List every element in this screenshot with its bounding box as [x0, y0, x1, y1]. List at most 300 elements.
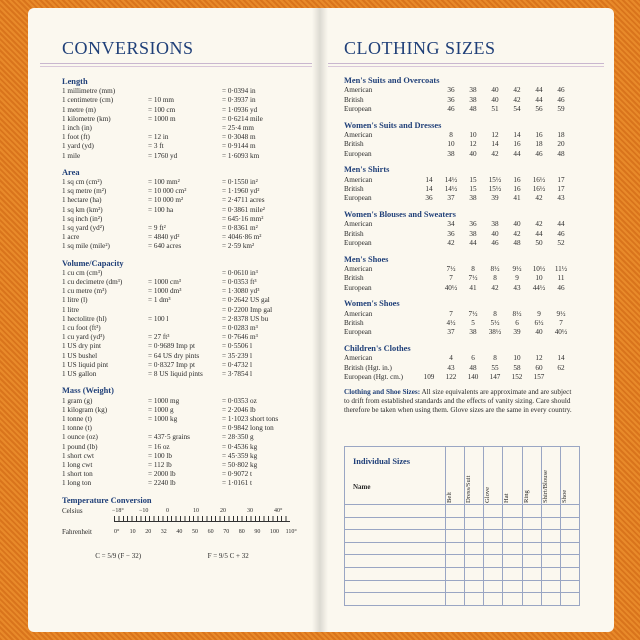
size-cell: European (Hgt. cm.) [344, 372, 404, 381]
grid-cell[interactable] [484, 542, 503, 555]
conversion-cell: = 2240 lb [148, 479, 176, 488]
conversion-cell: 1 litre [62, 305, 79, 314]
size-cell: 44 [557, 220, 565, 229]
size-cell [418, 140, 440, 149]
conversion-cell: = 3·7854 l [222, 370, 253, 379]
size-row [344, 310, 594, 319]
conversion-row [62, 96, 302, 105]
size-cell [418, 265, 440, 274]
size-cell: 44 [513, 149, 521, 158]
grid-cell[interactable] [446, 517, 465, 530]
size-cell: 7½ [468, 274, 478, 283]
conversion-row [62, 315, 302, 324]
size-section-heading: Men's Shirts [344, 165, 390, 175]
size-cell: British [344, 140, 364, 149]
size-cell: 4½ [446, 318, 456, 327]
size-row [344, 373, 594, 382]
grid-cell[interactable] [503, 505, 522, 518]
size-cell: 6 [515, 318, 519, 327]
celsius-tick: 10 [193, 507, 199, 514]
grid-cell[interactable] [560, 542, 579, 555]
celsius-tick: 0 [166, 507, 169, 514]
conversion-row [62, 215, 302, 224]
size-cell: 12 [469, 140, 477, 149]
grid-cell[interactable] [522, 530, 541, 543]
conversion-cell: = 437·5 grains [148, 433, 190, 442]
title-rule-right-2 [328, 66, 604, 67]
size-cell: European [344, 194, 372, 203]
size-cell: 56 [535, 105, 543, 114]
grid-cell[interactable] [522, 593, 541, 606]
grid-row [345, 567, 580, 580]
conversion-row [62, 269, 302, 278]
size-cell: 15 [469, 175, 477, 184]
size-cell: 17 [557, 175, 565, 184]
fahrenheit-tick: 80 [238, 528, 245, 535]
size-cell: 38 [447, 149, 455, 158]
conversion-cell: 1 yard (yd) [62, 142, 94, 151]
grid-cell[interactable] [465, 580, 484, 593]
size-cell: 43 [447, 363, 455, 372]
grid-cell[interactable] [541, 517, 560, 530]
size-cell: 7½ [468, 309, 478, 318]
size-cell: 39 [491, 194, 499, 203]
grid-cell[interactable] [446, 505, 465, 518]
size-row [344, 220, 594, 229]
conversion-cell: = 16 oz [148, 442, 170, 451]
conversion-row [62, 106, 302, 115]
grid-cell[interactable] [541, 505, 560, 518]
grid-cell[interactable] [446, 542, 465, 555]
size-cell: 6 [471, 354, 475, 363]
size-cell: 16 [513, 140, 521, 149]
grid-cell[interactable] [503, 580, 522, 593]
size-cell: 9½ [512, 264, 522, 273]
grid-cell[interactable] [541, 542, 560, 555]
grid-cell[interactable] [503, 542, 522, 555]
grid-cell[interactable] [345, 593, 446, 606]
grid-row [345, 555, 580, 568]
clothing-content [344, 70, 594, 415]
conversion-cell: = 1·3080 yd³ [222, 287, 260, 296]
conversion-cell: 1 sq inch (in²) [62, 214, 103, 223]
size-cell: 60 [535, 363, 543, 372]
size-section-heading: Women's Blouses and Sweaters [344, 209, 456, 219]
grid-cell[interactable] [345, 555, 446, 568]
grid-cell[interactable] [522, 567, 541, 580]
title-rule [40, 63, 312, 64]
grid-cell[interactable] [522, 580, 541, 593]
size-cell: 46 [447, 105, 455, 114]
conversion-cell: 1 sq mile (mile²) [62, 242, 110, 251]
size-cell: British [344, 229, 364, 238]
size-cell: 44 [535, 229, 543, 238]
grid-cell[interactable] [446, 593, 465, 606]
conversion-row [62, 278, 302, 287]
size-cell: 8½ [490, 264, 500, 273]
grid-cell[interactable] [560, 530, 579, 543]
conversion-cell: = 0·0283 m³ [222, 324, 258, 333]
conversion-row [62, 470, 302, 479]
grid-cell[interactable] [541, 530, 560, 543]
size-cell: 16 [513, 185, 521, 194]
size-cell: 40 [491, 86, 499, 95]
conversion-cell: = 1000 kg [148, 414, 178, 423]
grid-cell[interactable] [503, 593, 522, 606]
size-cell: 42 [513, 86, 521, 95]
grid-cell[interactable] [522, 555, 541, 568]
size-cell: 16 [513, 175, 521, 184]
size-note-title: Clothing and Shoe Sizes: [344, 388, 421, 397]
conversion-cell: 1 tonne (t) [62, 424, 92, 433]
size-cell: 18 [535, 140, 543, 149]
size-row [344, 185, 594, 194]
conversion-cell: = 100 lb [148, 451, 173, 460]
grid-cell[interactable] [484, 505, 503, 518]
grid-cell[interactable] [541, 593, 560, 606]
conversion-cell: 1 US liquid pint [62, 360, 109, 369]
size-cell: 48 [513, 239, 521, 248]
size-cell [418, 105, 440, 114]
conversion-row [62, 361, 302, 370]
conversion-cell: = 1·6093 km [222, 151, 260, 160]
size-cell: 157 [533, 372, 545, 381]
grid-cell[interactable] [522, 505, 541, 518]
conversion-cell: 1 cu yard (yd³) [62, 333, 105, 342]
celsius-tick: 20 [220, 507, 226, 514]
size-row [344, 319, 594, 328]
conversion-cell: = 2·2046 lb [222, 405, 256, 414]
size-cell: 7 [559, 318, 563, 327]
grid-row [345, 542, 580, 555]
grid-cell[interactable] [446, 567, 465, 580]
celsius-tick: −18° [112, 507, 124, 514]
conversion-cell: = 1·1023 short tons [222, 414, 279, 423]
grid-cell[interactable] [345, 505, 446, 518]
conversion-cell: 1 cu metre (m³) [62, 287, 107, 296]
conversion-row [62, 206, 302, 215]
conversion-row [62, 479, 302, 488]
grid-column-header [446, 447, 465, 505]
celsius-label: Celsius [62, 506, 83, 515]
grid-cell[interactable] [560, 517, 579, 530]
conversion-cell: = 0·4536 kg [222, 442, 258, 451]
size-cell: 15½ [488, 175, 502, 184]
grid-cell[interactable] [560, 593, 579, 606]
conversion-cell: 1 US bushel [62, 351, 98, 360]
grid-row [345, 580, 580, 593]
size-section-heading: Men's Suits and Overcoats [344, 76, 440, 85]
size-cell: 16½ [532, 175, 546, 184]
conversion-cell: = 2·59 km² [222, 242, 255, 251]
size-cell: 36 [447, 95, 455, 104]
grid-cell[interactable] [446, 580, 465, 593]
grid-cell[interactable] [465, 555, 484, 568]
size-cell: 41 [469, 283, 477, 292]
conversion-cell: = 4840 yd² [148, 233, 180, 242]
grid-cell[interactable] [541, 567, 560, 580]
conversion-cell: = 1000 dm³ [148, 287, 182, 296]
fahrenheit-tick: 70 [223, 528, 230, 535]
size-cell: American [344, 86, 373, 95]
size-cell: 42 [535, 220, 543, 229]
conversion-row [62, 352, 302, 361]
size-cell: 36 [469, 220, 477, 229]
scale-ticks [114, 516, 290, 522]
size-cell: British [344, 274, 364, 283]
conversion-cell: = 0·0353 ft³ [222, 278, 257, 287]
size-row [344, 131, 594, 140]
size-cell [418, 239, 440, 248]
formula-fahrenheit: F = 9/5 C + 32 [207, 551, 249, 560]
grid-cell[interactable] [345, 542, 446, 555]
conversion-row [62, 452, 302, 461]
size-cell: 38 [469, 229, 477, 238]
conversion-cell: 1 mile [62, 151, 81, 160]
conversion-cell: = 1000 mg [148, 396, 180, 405]
size-section-heading: Women's Suits and Dresses [344, 120, 442, 130]
grid-column-label: Dress/Suit [465, 475, 473, 503]
conversion-row [62, 296, 302, 305]
conversion-cell: = 0·0394 in [222, 87, 256, 96]
size-cell [418, 150, 440, 159]
grid-cell[interactable] [503, 567, 522, 580]
grid-cell[interactable] [484, 580, 503, 593]
size-cell: 16½ [532, 185, 546, 194]
size-cell: 8 [493, 309, 497, 318]
size-cell: 18 [557, 131, 565, 140]
conversion-cell [148, 324, 222, 333]
grid-cell[interactable] [465, 593, 484, 606]
size-cell: American [344, 309, 373, 318]
size-cell: 54 [513, 105, 521, 114]
conversion-cell: = 2000 lb [148, 470, 176, 479]
conversion-cell: = 27 ft³ [148, 333, 170, 342]
grid-cell[interactable] [503, 555, 522, 568]
size-cell: 38 [469, 95, 477, 104]
size-cell: 5½ [490, 318, 500, 327]
size-cell: 36 [447, 86, 455, 95]
size-section-heading: Men's Shoes [344, 254, 389, 264]
conversion-row [62, 415, 302, 424]
size-cell: 14 [425, 185, 433, 194]
size-cell: 14 [557, 354, 565, 363]
conversion-row [62, 333, 302, 342]
size-cell: 7 [449, 274, 453, 283]
grid-cell[interactable] [465, 517, 484, 530]
grid-cell[interactable] [522, 542, 541, 555]
size-cell: 40 [491, 95, 499, 104]
size-cell: 10 [469, 131, 477, 140]
size-cell [550, 373, 572, 382]
size-cell: 14 [491, 140, 499, 149]
size-section-heading: Women's Shoes [344, 299, 400, 309]
size-cell: 15½ [488, 185, 502, 194]
conversion-cell: 1 millimetre (mm) [62, 87, 116, 96]
grid-cell[interactable] [345, 567, 446, 580]
size-cell: 38 [469, 328, 477, 337]
formula-celsius: C = 5/9 (F − 32) [95, 551, 142, 560]
conversion-cell: 1 US gallon [62, 370, 97, 379]
grid-cell[interactable] [484, 530, 503, 543]
grid-cell[interactable] [446, 530, 465, 543]
size-cell: 62 [557, 363, 565, 372]
conversion-cell: = 100 mm² [148, 178, 180, 187]
size-cell: British (Hgt. in.) [344, 363, 392, 372]
conversion-cell: 1 pound (lb) [62, 442, 98, 451]
conversion-cell: = 0·2642 US gal [222, 296, 270, 305]
conversion-cell: = 0·9072 t [222, 470, 253, 479]
conversion-cell: = 4046·86 m² [222, 233, 262, 242]
conversion-row [62, 124, 302, 133]
grid-cell[interactable] [560, 567, 579, 580]
size-cell: 4 [449, 354, 453, 363]
size-cell: 46 [491, 239, 499, 248]
size-cell [418, 274, 440, 283]
grid-cell[interactable] [522, 517, 541, 530]
size-cell: 38 [491, 220, 499, 229]
grid-cell[interactable] [484, 593, 503, 606]
size-row [344, 96, 594, 105]
size-cell: British [344, 185, 364, 194]
size-cell: 50 [535, 239, 543, 248]
size-cell: 7½ [446, 264, 456, 273]
grid-cell[interactable] [503, 517, 522, 530]
grid-cell[interactable] [484, 555, 503, 568]
size-cell: 109 [423, 372, 435, 381]
size-cell: 6½ [534, 318, 544, 327]
conversion-cell [148, 124, 222, 133]
conversion-cell [148, 87, 222, 96]
grid-cell[interactable] [484, 567, 503, 580]
size-cell [418, 220, 440, 229]
size-cell: 8 [449, 131, 453, 140]
temperature-conversion [62, 496, 302, 561]
formulas [62, 552, 282, 561]
grid-cell[interactable] [541, 555, 560, 568]
conversion-cell [148, 215, 222, 224]
celsius-tick: −10 [139, 507, 149, 514]
size-cell: 5 [471, 318, 475, 327]
grid-column-label: Shirt/Blouse [541, 469, 549, 503]
grid-cell[interactable] [446, 555, 465, 568]
fahrenheit-tick: 100 [270, 528, 279, 535]
grid-cell[interactable] [503, 530, 522, 543]
conversion-cell: = 10 000 m² [148, 196, 184, 205]
celsius-tick: 40° [274, 507, 283, 514]
conversion-cell: 1 sq cm (cm²) [62, 178, 102, 187]
conversion-cell: 1 foot (ft) [62, 133, 90, 142]
grid-name-label: Name [353, 483, 371, 491]
conversion-cell: = 1·0161 t [222, 479, 253, 488]
conversion-cell: = 100 cm [148, 105, 176, 114]
size-cell: 38 [469, 86, 477, 95]
conversion-row [62, 152, 302, 161]
size-cell: 16 [535, 131, 543, 140]
conversion-cell: = 0·2200 Imp gal [222, 305, 273, 314]
grid-cell[interactable] [465, 530, 484, 543]
grid-cell[interactable] [465, 505, 484, 518]
grid-cell[interactable] [465, 542, 484, 555]
conversion-cell: = 10 mm [148, 96, 175, 105]
conversion-cell: = 0·5506 l [222, 342, 253, 351]
conversion-cell: 1 cu decimetre (dm³) [62, 278, 123, 287]
conversion-cell: = 640 acres [148, 242, 182, 251]
size-cell: 42 [513, 95, 521, 104]
grid-column-label: Glove [484, 486, 492, 503]
size-cell: 40 [469, 149, 477, 158]
grid-cell[interactable] [484, 517, 503, 530]
conversion-cell: 1 hectolitre (hl) [62, 314, 107, 323]
fahrenheit-tick: 50 [192, 528, 198, 535]
grid-cell[interactable] [345, 530, 446, 543]
size-cell: 38½ [488, 328, 502, 337]
celsius-tick: 30 [247, 507, 253, 514]
conversion-row [62, 115, 302, 124]
grid-cell[interactable] [465, 567, 484, 580]
conversion-cell: 1 inch (in) [62, 124, 92, 133]
size-cell: 40 [491, 229, 499, 238]
conversion-cell: = 0·0353 oz [222, 396, 257, 405]
grid-cell[interactable] [345, 517, 446, 530]
size-cell: 8½ [512, 309, 522, 318]
grid-cell[interactable] [560, 505, 579, 518]
grid-column-header [465, 447, 484, 505]
grid-cell[interactable] [541, 580, 560, 593]
size-cell [418, 284, 440, 293]
conversion-cell: = 45·359 kg [222, 451, 258, 460]
conversion-cell: = 100 l [148, 314, 169, 323]
conversion-row [62, 424, 302, 433]
conversion-cell: = 10 000 cm² [148, 187, 187, 196]
conversion-cell: 1 long cwt [62, 460, 93, 469]
conversion-cell: 1 tonne (t) [62, 414, 92, 423]
conversion-cell: 1 gram (g) [62, 396, 93, 405]
conversion-row [62, 87, 302, 96]
conversion-row [62, 306, 302, 315]
size-cell: American [344, 264, 373, 273]
conversion-cell: = 0·9842 long ton [222, 424, 274, 433]
size-cell: 59 [557, 105, 565, 114]
conversion-row [62, 342, 302, 351]
conversion-row [62, 287, 302, 296]
conversion-cell: 1 sq km (km²) [62, 205, 103, 214]
conversion-row [62, 433, 302, 442]
conversion-cell: = 8 US liquid pints [148, 370, 203, 379]
size-note-text: All size equivalents are approximate and are subject to drift from established standards and the effects of vanity sizing. Care should therefore be taken when using them. Glove sizes are the same in every country. [344, 388, 572, 415]
conversion-cell: 1 ounce (oz) [62, 433, 98, 442]
conversion-cell: = 1000 g [148, 405, 174, 414]
conversion-cell: 1 centimetre (cm) [62, 96, 114, 105]
conversion-cell: = 0·8361 m² [222, 224, 258, 233]
grid-cell[interactable] [560, 580, 579, 593]
size-cell: 42 [535, 194, 543, 203]
size-row [344, 284, 594, 293]
conversion-cell: = 0·9689 Imp pt [148, 342, 195, 351]
size-cell: 14½ [444, 185, 458, 194]
size-cell: 48 [557, 149, 565, 158]
conversion-cell: = 2·4711 acres [222, 196, 265, 205]
conversion-row [62, 178, 302, 187]
grid-cell[interactable] [345, 580, 446, 593]
conversion-cell [148, 269, 222, 278]
conversion-cell: = 0·1550 in² [222, 178, 258, 187]
grid-cell[interactable] [560, 555, 579, 568]
conversion-cell: = 3 ft [148, 142, 164, 151]
grid-column-header [541, 447, 560, 505]
conversion-cell: = 1·0936 yd [222, 105, 258, 114]
conversion-cell: 1 US dry pint [62, 342, 101, 351]
